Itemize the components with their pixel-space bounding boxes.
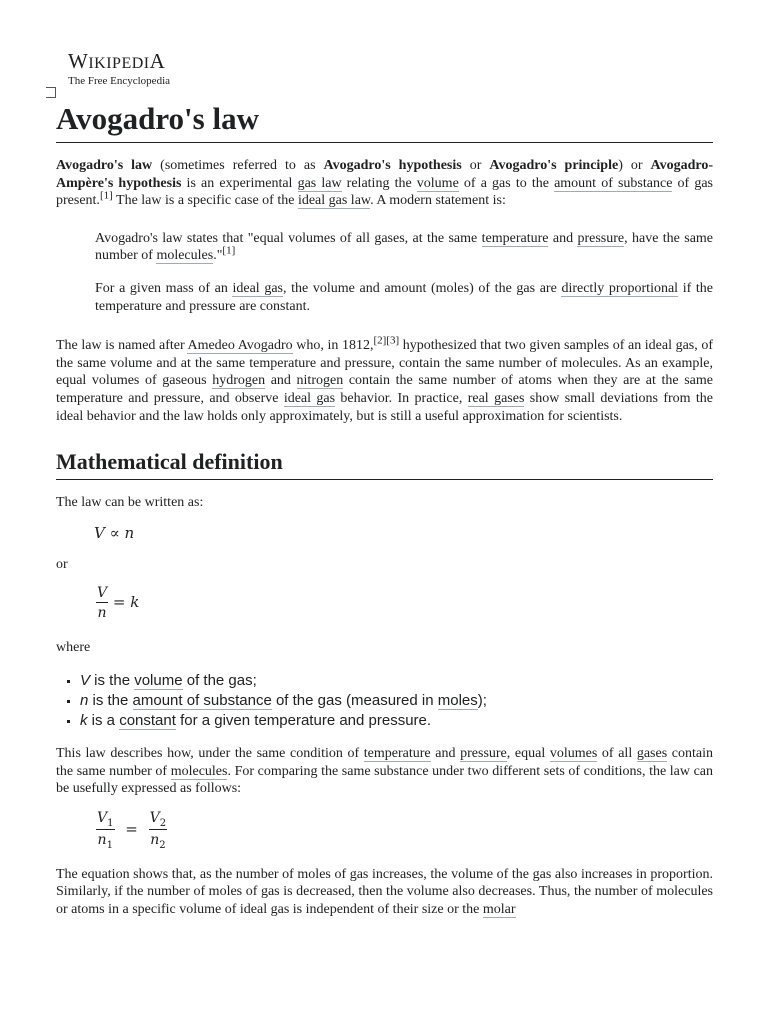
link-ideal-gas-law[interactable]: ideal gas law [297, 193, 371, 209]
quote-paragraph-2: For a given mass of an ideal gas, the volume and amount (moles) of the gas are directly proportional if the temperature and pressure are constant. [95, 280, 713, 314]
list-item: ▪ k is a constant for a given temperature and pressure. [80, 711, 713, 731]
link-amount-of-substance[interactable]: amount of substance [554, 175, 673, 191]
paragraph-law-written: The law can be written as: [56, 495, 204, 511]
link-temperature[interactable]: temperature [481, 230, 549, 246]
link-molecules[interactable]: molecules [170, 763, 228, 779]
equation-two-states: $\frac{V_1}{n_1}$ = $\frac{V_2}{n_2}$ [97, 809, 167, 852]
link-amount-of-substance[interactable]: amount of substance [132, 691, 272, 709]
reference-2-3[interactable]: [2][3] [373, 334, 400, 347]
link-volumes[interactable]: volumes [549, 745, 598, 761]
modern-statement-quote [95, 230, 713, 315]
equation-proportional: V ∝ n [94, 523, 135, 542]
equation-ratio: $\frac{V}{n}$ = k [97, 585, 140, 622]
link-constant[interactable]: constant [119, 711, 176, 729]
link-ideal-gas[interactable]: ideal gas [232, 280, 283, 296]
link-temperature[interactable]: temperature [363, 745, 431, 761]
link-gas-law[interactable]: gas law [297, 175, 342, 191]
logo-tagline: The Free Encyclopedia [68, 75, 171, 87]
link-pressure[interactable]: pressure [577, 230, 625, 246]
link-volume[interactable]: volume [134, 671, 183, 689]
toc-toggle-icon[interactable] [46, 87, 56, 98]
quote-paragraph-1: Avogadro's law states that "equal volumes of all gases, at the same temperature and pressure, have the same number of molecules."[1] [95, 230, 714, 264]
link-molecules[interactable]: molecules [156, 248, 214, 264]
link-gases[interactable]: gases [636, 745, 668, 761]
link-hydrogen[interactable]: hydrogen [212, 373, 266, 389]
wikipedia-logo[interactable] [68, 50, 170, 87]
paragraph-or: or [56, 556, 68, 572]
section-heading-mathematical-definition: Mathematical definition [56, 447, 713, 480]
paragraph-equation-shows: The equation shows that, as the number of moles of gas increases, the volume of the gas also increases in proportion. Similarly, if the number of moles of gas is decreased, then the volume also decreases. Thus, the number of molecules or atoms in a specific volume of ideal gas is independent of their size or the molar [56, 866, 713, 917]
paragraph-same-condition: This law describes how, under the same condition of temperature and pressure, equal volumes of all gases contain the same number of molecules. For comparing the same substance under two different sets of conditions, the law can be usefully expressed as follows: [56, 745, 714, 797]
article-content [56, 98, 713, 918]
logo-wordmark: WIKIPEDIA [68, 49, 166, 73]
link-nitrogen[interactable]: nitrogen [296, 373, 344, 389]
variable-definitions-list [56, 671, 713, 731]
link-real-gases[interactable]: real gases [467, 390, 525, 406]
link-ideal-gas[interactable]: ideal gas [283, 390, 336, 406]
link-molar[interactable]: molar [482, 901, 516, 917]
paragraph-where: where [56, 640, 91, 656]
link-amedeo-avogadro[interactable]: Amedeo Avogadro [187, 338, 293, 354]
reference-1[interactable]: [1] [222, 244, 236, 257]
link-volume[interactable]: volume [416, 175, 459, 191]
link-pressure[interactable]: pressure [460, 745, 507, 761]
reference-1[interactable]: [1] [99, 189, 113, 202]
link-directly-proportional[interactable]: directly proportional [561, 280, 679, 296]
list-item: ▪ V is the volume of the gas; [80, 671, 713, 691]
list-item: ▪ n is the amount of substance of the gas (measured in moles); [80, 691, 713, 711]
intro-paragraph: Avogadro's law (sometimes referred to as Avogadro's hypothesis or Avogadro's principle) or Avogadro-Ampère's hypothesis is an experimental gas law relating the volume of a gas to the amount of substance of gas present.[1] The law is a specific case of the ideal gas law. A modern statement is: [56, 158, 714, 209]
link-moles[interactable]: moles [437, 691, 478, 709]
page-title: Avogadro's law [56, 98, 713, 143]
history-paragraph: The law is named after Amedeo Avogadro who, in 1812,[2][3] hypothesized that two given samples of an ideal gas, of the same volume and at the same temperature and pressure, contain the same number of molecules. As an example, equal volumes of gaseous hydrogen and nitrogen contain the same number of atoms when they are at the same temperature and pressure, and observe ideal gas behavior. In practice, real gases show small deviations from the ideal behavior and the law holds only approximately, but is still a useful approximation for scientists. [56, 334, 714, 424]
